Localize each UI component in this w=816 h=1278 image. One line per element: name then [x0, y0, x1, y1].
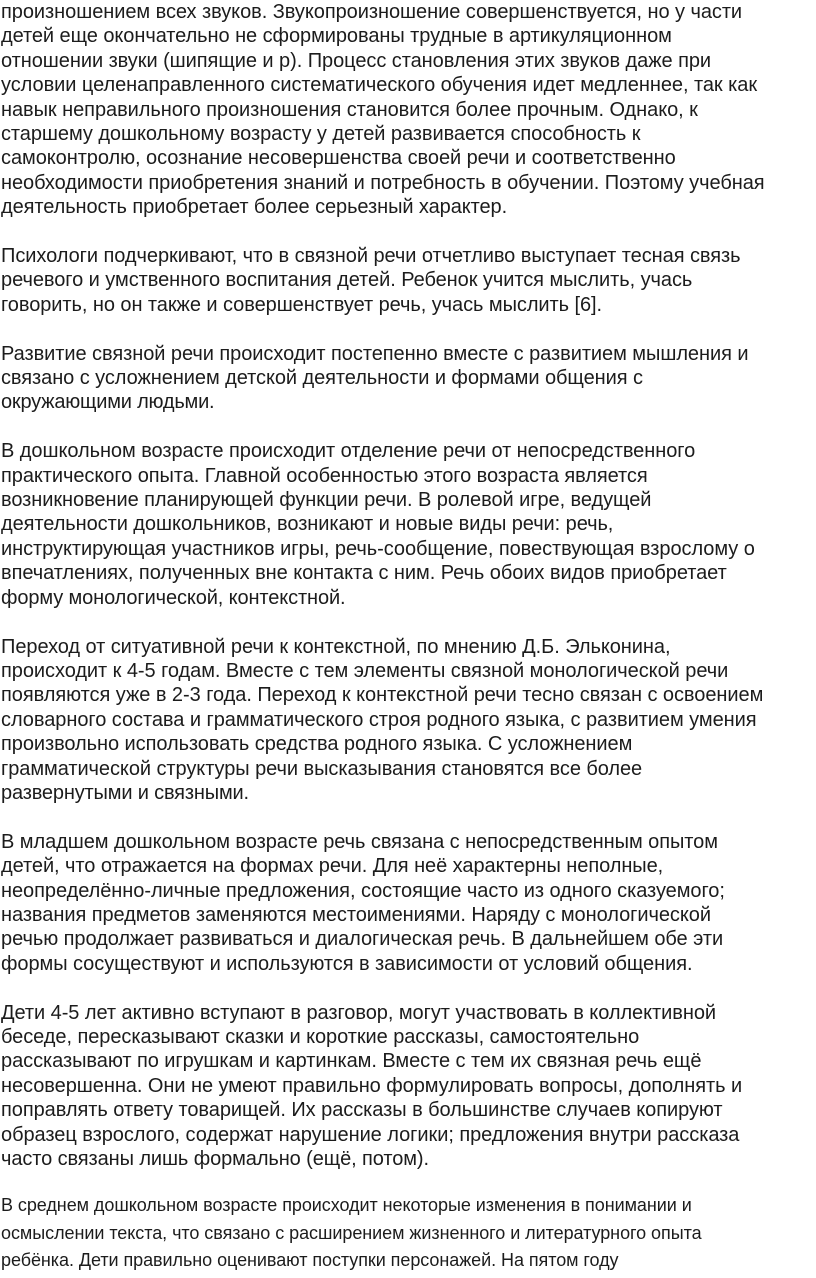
text-line: детей еще окончательно не сформированы трудные в артикуляционном [1, 25, 672, 48]
text-line: поправлять ответу товарищей. Их рассказы в большинстве случаев копируют [1, 1099, 723, 1122]
text-line: деятельности дошкольников, возникают и новые виды речи: речь, [1, 513, 614, 536]
text-line: неопределённо-личные предложения, состоящие часто из одного сказуемого; [1, 879, 725, 902]
text-line: В дошкольном возрасте происходит отделение речи от непосредственного [1, 440, 696, 463]
text-line: речью продолжает развиваться и диалогическая речь. В дальнейшем обе эти [1, 928, 724, 951]
text-line: Психологи подчеркивают, что в связной речи отчетливо выступает тесная связь [1, 245, 741, 268]
text-line: речевого и умственного воспитания детей. Ребенок учится мыслить, учась [1, 269, 693, 292]
text-line: необходимости приобретения знаний и потребность в обучении. Поэтому учебная [1, 171, 765, 194]
text-line: инструктирующая участников игры, речь-сообщение, повествующая взрослому о [1, 537, 755, 560]
text-line: практического опыта. Главной особенностью этого возраста является [1, 464, 648, 487]
text-line: старшему дошкольному возрасту у детей развивается способность к [1, 123, 641, 146]
text-line: рассказывают по игрушкам и картинкам. Вместе с тем их связная речь ещё [1, 1050, 702, 1073]
text-line: образец взрослого, содержат нарушение логики; предложения внутри рассказа [1, 1123, 740, 1146]
text-line: Развитие связной речи происходит постепенно вместе с развитием мышления и [1, 342, 749, 365]
text-line: окружающими людьми. [1, 391, 215, 414]
text-line: В среднем дошкольном возрасте происходит некоторые изменения в понимании и [1, 1195, 692, 1216]
text-line: произношением всех звуков. Звукопроизношение совершенствуется, но у части [1, 1, 743, 23]
text-line: произвольно использовать средства родного языка. С усложнением [1, 733, 633, 756]
text-line: В младшем дошкольном возрасте речь связана с непосредственным опытом [1, 830, 718, 853]
text-line: навык неправильного произношения становится более прочным. Однако, к [1, 98, 698, 121]
text-line: условии целенаправленного систематического обучения идет медленнее, так как [1, 74, 758, 97]
text-line: ребёнка. Дети правильно оценивают поступки персонажей. На пятом году [1, 1250, 619, 1271]
text-line: появляются уже в 2-3 года. Переход к контекстной речи тесно связан с освоением [1, 684, 764, 707]
text-line: часто связаны лишь формально (ещё, потом). [1, 1148, 429, 1170]
paragraph-3 [0, 342, 816, 415]
text-line: деятельность приобретает более серьезный характер. [1, 196, 508, 219]
text-line: происходит к 4-5 годам. Вместе с тем элементы связной монологической речи [1, 659, 729, 682]
text-line: Переход от ситуативной речи к контекстной, по мнению Д.Б. Эльконина, [1, 635, 671, 658]
text-line: говорить, но он также и совершенствует речь, учась мыслить [6]. [1, 293, 603, 316]
text-line: формы сосуществуют и используются в зависимости от условий общения. [1, 952, 693, 975]
text-line: возникновение планирующей функции речи. В ролевой игре, ведущей [1, 489, 652, 512]
text-line: несовершенна. Они не умеют правильно формулировать вопросы, дополнять и [1, 1074, 743, 1097]
paragraph-8 [0, 1192, 816, 1275]
text-line: форму монологической, контекстной. [1, 586, 346, 609]
text-line: развернутыми и связными. [1, 781, 249, 804]
text-line: названия предметов заменяются местоимениями. Наряду с монологической [1, 903, 711, 926]
text-line: Дети 4-5 лет активно вступают в разговор, могут участвовать в коллективной [1, 1001, 717, 1024]
text-line: отношении звуки (шипящие и р). Процесс становления этих звуков даже при [1, 49, 712, 72]
text-line: осмыслении текста, что связано с расширением жизненного и литературного опыта [1, 1222, 702, 1243]
paragraph-5 [0, 635, 816, 806]
text-line: впечатлениях, полученных вне контакта с ним. Речь обоих видов приобретает [1, 562, 727, 585]
paragraph-2 [0, 244, 816, 317]
text-line: грамматической структуры речи высказывания становятся все более [1, 757, 643, 780]
text-line: детей, что отражается на формах речи. Для неё характерны неполные, [1, 855, 664, 878]
text-line: связано с усложнением детской деятельности и формами общения с [1, 367, 643, 390]
paragraph-4 [0, 439, 816, 610]
text-line: беседе, пересказывают сказки и короткие рассказы, самостоятельно [1, 1025, 640, 1048]
text-line: словарного состава и грамматического строя родного языка, с развитием умения [1, 708, 757, 731]
paragraph-7 [0, 1001, 816, 1172]
text-line: самоконтролю, осознание несовершенства своей речи и соответственно [1, 147, 676, 170]
paragraph-6 [0, 830, 816, 976]
paragraph-1 [0, 0, 816, 220]
